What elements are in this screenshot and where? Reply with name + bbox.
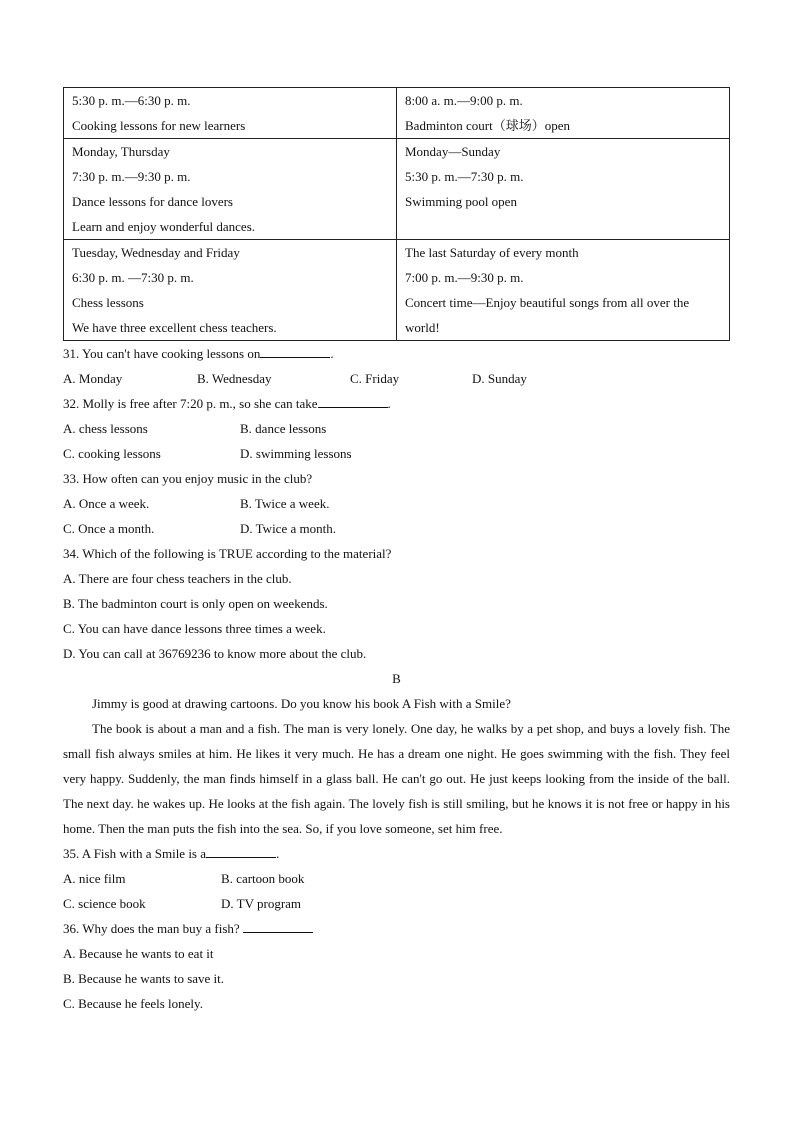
schedule-cell: [397, 240, 730, 341]
schedule-table: [63, 87, 730, 341]
options-32-row1: [63, 416, 730, 441]
option-c[interactable]: C. Once a month.: [63, 521, 155, 536]
option-a[interactable]: A. nice film: [63, 871, 126, 886]
option-d[interactable]: D. You can call at 36769236 to know more about the club.: [63, 646, 367, 661]
passage-paragraph: The book is about a man and a fish. The man is very lonely. One day, he walks by a pet shop, and buys a lovely fish. The small fish always smiles at him. He likes it very much. He has a dream one night. He goes swimming with the fish. They feel very happy. Suddenly, the man finds himself in a glass ball. He can't go out. He just keeps looking from the inside of the ball. The next day. he wakes up. He looks at the fish again. The lovely fish is still smiling, but he knows it is not free or happy in his home. Then the man puts the fish into the sea. So, if you love someone, set him free.: [63, 721, 730, 836]
option-a[interactable]: A. chess lessons: [63, 421, 148, 436]
cell-line: Badminton court（球场）open: [405, 118, 571, 133]
schedule-row: [64, 139, 730, 240]
cell-line: 5:30 p. m.—6:30 p. m.: [72, 93, 191, 108]
cell-line: 7:00 p. m.—9:30 p. m.: [405, 270, 524, 285]
answer-blank[interactable]: [243, 920, 313, 933]
cell-line: Concert time—Enjoy beautiful songs from all over the world!: [405, 295, 690, 335]
cell-line: Chess lessons: [72, 295, 144, 310]
exam-page: [63, 87, 730, 1016]
option-b[interactable]: B. Twice a week.: [240, 496, 330, 511]
answer-blank[interactable]: [318, 395, 388, 408]
option-b[interactable]: B. Because he wants to save it.: [63, 971, 225, 986]
cell-line: 8:00 a. m.—9:00 p. m.: [405, 93, 523, 108]
cell-line: Monday, Thursday: [72, 144, 170, 159]
option-a[interactable]: A. There are four chess teachers in the club.: [63, 571, 292, 586]
stem-end: .: [330, 346, 334, 361]
options-33-row2: [63, 516, 730, 541]
stem-end: .: [276, 846, 280, 861]
option-c[interactable]: C. Because he feels lonely.: [63, 996, 203, 1011]
option-d[interactable]: D. Twice a month.: [240, 521, 336, 536]
cell-line: Monday—Sunday: [405, 144, 501, 159]
schedule-cell: [397, 88, 730, 139]
schedule-cell: [64, 240, 397, 341]
question-stem: 32. Molly is free after 7:20 p. m., so she can take: [63, 396, 318, 411]
option-c[interactable]: C. cooking lessons: [63, 446, 161, 461]
option-a[interactable]: A. Because he wants to eat it: [63, 946, 214, 961]
question-33: 33. How often can you enjoy music in the club?: [63, 471, 313, 486]
option-a[interactable]: A. Once a week.: [63, 496, 150, 511]
question-36: [63, 916, 730, 941]
options-32-row2: [63, 441, 730, 466]
options-31: [63, 366, 730, 391]
question-34: 34. Which of the following is TRUE according to the material?: [63, 546, 392, 561]
option-b[interactable]: B. cartoon book: [221, 871, 305, 886]
option-b[interactable]: B. Wednesday: [197, 371, 272, 386]
answer-blank[interactable]: [260, 345, 330, 358]
cell-line: Tuesday, Wednesday and Friday: [72, 245, 240, 260]
cell-line: Dance lessons for dance lovers: [72, 194, 233, 209]
option-d[interactable]: D. swimming lessons: [240, 446, 352, 461]
option-b[interactable]: B. dance lessons: [240, 421, 327, 436]
question-stem: 35. A Fish with a Smile is a: [63, 846, 207, 861]
schedule-row: [64, 88, 730, 139]
schedule-cell: [64, 88, 397, 139]
answer-blank[interactable]: [206, 845, 276, 858]
options-35-row1: [63, 866, 730, 891]
cell-line: Cooking lessons for new learners: [72, 118, 246, 133]
question-32: [63, 391, 730, 416]
cell-line: Swimming pool open: [405, 194, 517, 209]
question-stem: 36. Why does the man buy a fish?: [63, 921, 240, 936]
option-c[interactable]: C. Friday: [350, 371, 400, 386]
options-33-row1: [63, 491, 730, 516]
cell-line: The last Saturday of every month: [405, 245, 579, 260]
cell-line: 5:30 p. m.—7:30 p. m.: [405, 169, 524, 184]
option-d[interactable]: D. Sunday: [472, 371, 527, 386]
cell-line: Learn and enjoy wonderful dances.: [72, 219, 256, 234]
section-heading: B: [392, 671, 401, 686]
cell-line: 7:30 p. m.—9:30 p. m.: [72, 169, 191, 184]
option-a[interactable]: A. Monday: [63, 371, 123, 386]
passage-paragraph: Jimmy is good at drawing cartoons. Do you know his book A Fish with a Smile?: [92, 696, 511, 711]
schedule-row: [64, 240, 730, 341]
stem-end: .: [387, 396, 391, 411]
question-31: [63, 341, 730, 366]
option-d[interactable]: D. TV program: [221, 896, 302, 911]
question-stem: 31. You can't have cooking lessons on: [63, 346, 261, 361]
option-b[interactable]: B. The badminton court is only open on weekends.: [63, 596, 328, 611]
schedule-cell: [64, 139, 397, 240]
cell-line: 6:30 p. m. —7:30 p. m.: [72, 270, 194, 285]
option-c[interactable]: C. science book: [63, 896, 146, 911]
schedule-cell: [397, 139, 730, 240]
option-c[interactable]: C. You can have dance lessons three times a week.: [63, 621, 326, 636]
options-35-row2: [63, 891, 730, 916]
question-35: [63, 841, 730, 866]
cell-line: We have three excellent chess teachers.: [72, 320, 277, 335]
